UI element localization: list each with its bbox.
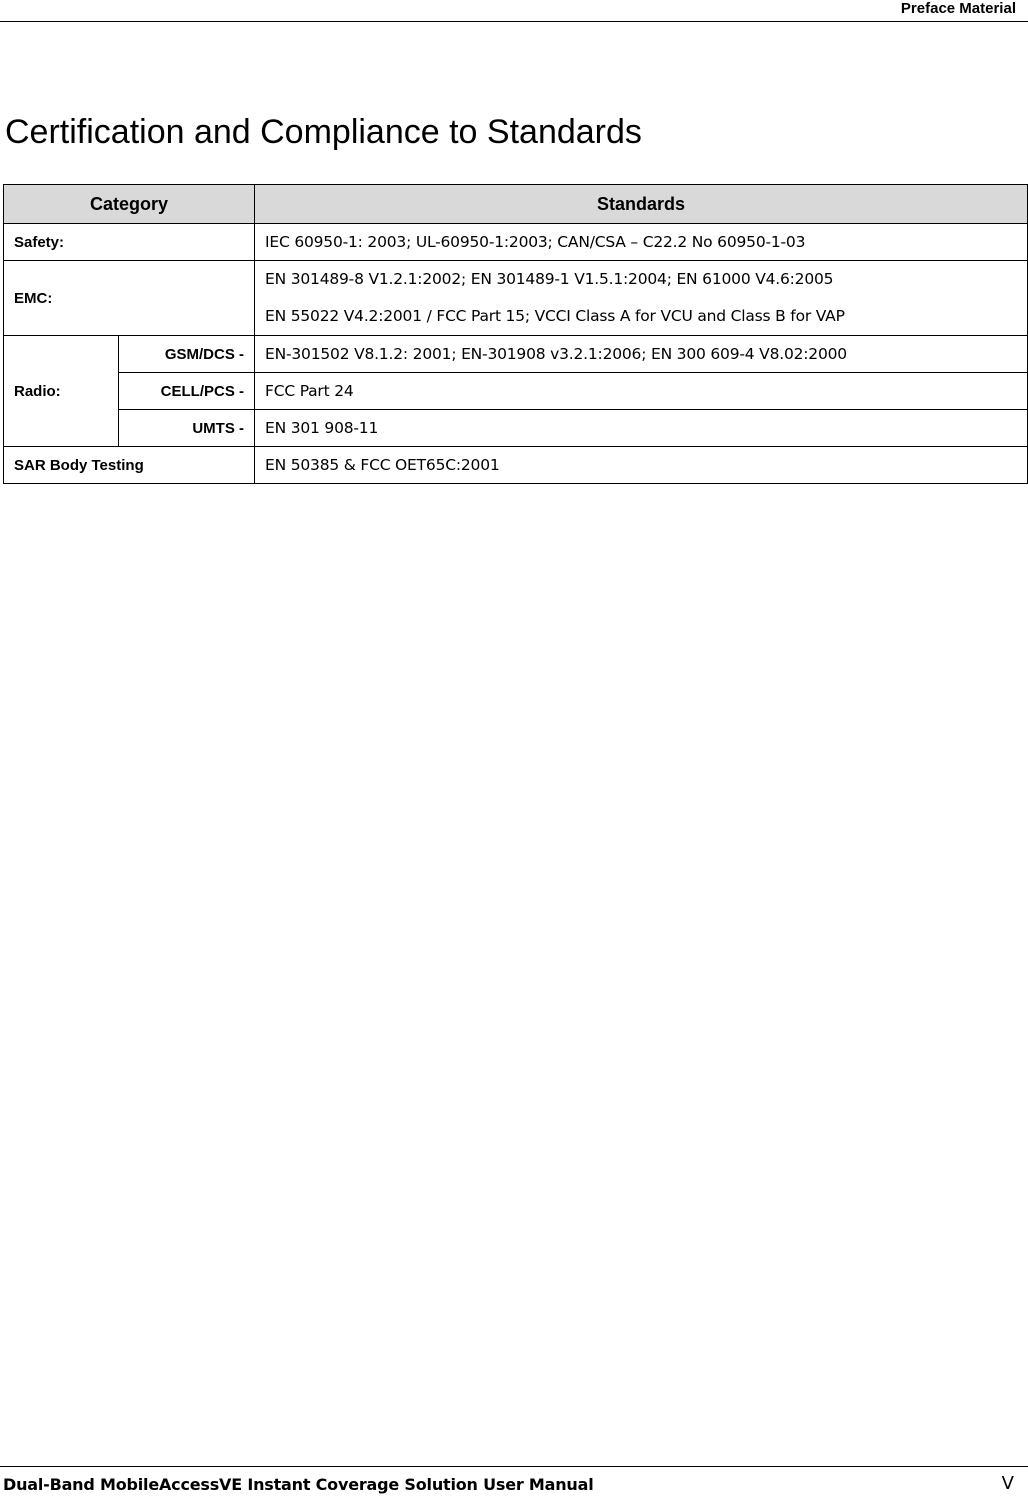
standard-radio-cell-pcs: FCC Part 24	[255, 373, 1028, 410]
footer-divider	[0, 1466, 1028, 1467]
standard-emc	[255, 261, 1028, 336]
radio-band-cell-pcs: CELL/PCS -	[119, 373, 255, 410]
page-header	[0, 0, 1028, 22]
standard-sar-body-testing: EN 50385 & FCC OET65C:2001	[255, 447, 1028, 484]
header-section-title: Preface Material	[900, 0, 1016, 17]
footer-manual-title: Dual-Band MobileAccessVE Instant Coverage Solution User Manual	[3, 1475, 594, 1494]
category-radio: Radio:	[4, 336, 119, 447]
table-header-row	[4, 185, 1028, 224]
category-emc: EMC:	[4, 261, 255, 336]
standard-emc-line-1: EN 301489-8 V1.2.1:2002; EN 301489-1 V1.5.1:2004; EN 61000 V4.6:2005	[265, 270, 834, 288]
standard-safety: IEC 60950-1: 2003; UL-60950-1:2003; CAN/CSA – C22.2 No 60950-1-03	[255, 224, 1028, 261]
table-row-sar	[4, 447, 1028, 484]
table-row-emc	[4, 261, 1028, 336]
column-header-standards: Standards	[255, 185, 1028, 224]
standard-radio-umts: EN 301 908-11	[255, 410, 1028, 447]
table-row-radio-cell	[4, 373, 1028, 410]
category-safety: Safety:	[4, 224, 255, 261]
footer-page-number: V	[1001, 1473, 1014, 1494]
radio-band-gsm-dcs: GSM/DCS -	[119, 336, 255, 373]
category-sar-body-testing: SAR Body Testing	[4, 447, 255, 484]
standard-emc-line-2: EN 55022 V4.2:2001 / FCC Part 15; VCCI Class A for VCU and Class B for VAP	[265, 307, 845, 325]
standard-radio-gsm-dcs: EN-301502 V8.1.2: 2001; EN-301908 v3.2.1:2006; EN 300 609-4 V8.02:2000	[255, 336, 1028, 373]
table-row-safety	[4, 224, 1028, 261]
column-header-category: Category	[4, 185, 255, 224]
table-row-radio-gsm	[4, 336, 1028, 373]
table-row-radio-umts	[4, 410, 1028, 447]
standards-table	[3, 184, 1028, 484]
radio-band-umts: UMTS -	[119, 410, 255, 447]
page-title: Certification and Compliance to Standards	[5, 113, 642, 151]
